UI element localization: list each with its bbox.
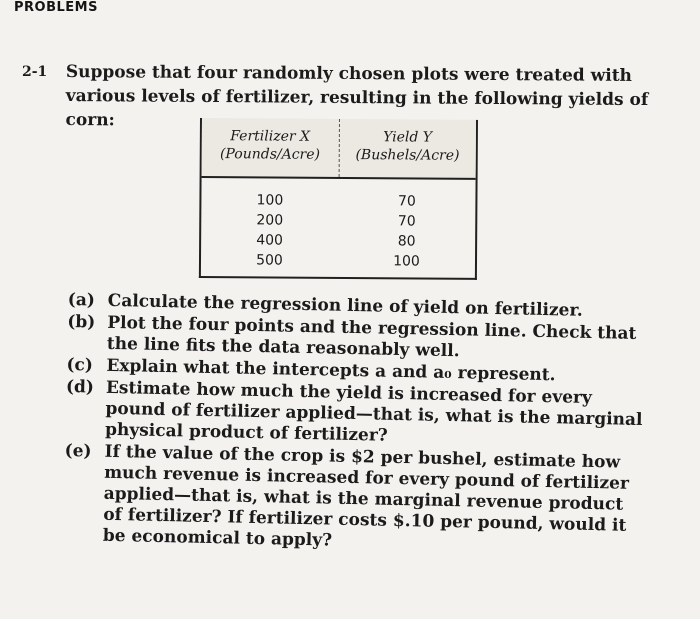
question-item (65, 377, 646, 452)
fertilizer-column (201, 190, 339, 271)
table-cell: 70 (397, 213, 416, 230)
problem-number: 2-1 (22, 64, 48, 80)
data-table (199, 118, 478, 280)
question-text: Calculate the regression line of yield on fertilizer. (107, 290, 583, 321)
yield-column (338, 191, 476, 272)
yield-heading-line1: Yield Y (383, 129, 433, 146)
question-label: (c) (66, 354, 94, 376)
problem-intro: Suppose that four randomly chosen plots were treated with various levels of fertilizer, resulting in the following yields of corn: (65, 61, 649, 131)
question-text: If the value of the crop is $2 per bushel, estimate how much revenue is increased for every pound of fertilizer applied—that is, what is the marginal revenue product of fertilizer? If fertilizer costs $.10 per pound, would it be economical to apply? (102, 441, 630, 551)
table-cell: 100 (393, 253, 420, 270)
question-label: (b) (67, 311, 96, 333)
yield-heading-line2: (Bushels/Acre) (355, 147, 460, 164)
question-list (63, 290, 648, 559)
question-text: Plot the four points and the regression line. Check that the line fits the data reasonably well. (106, 312, 637, 362)
table-cell: 70 (397, 193, 416, 210)
section-header: PROBLEMS (14, 0, 98, 15)
fertilizer-heading-line2: (Pounds/Acre) (219, 146, 321, 163)
question-text: Estimate how much the yield is increased for every pound of fertilizer applied—that is, what is the marginal physical product of fertilizer? (104, 377, 643, 446)
table-cell: 100 (256, 192, 284, 209)
table-cell: 200 (256, 212, 284, 229)
table-cell: 500 (256, 252, 283, 269)
fertilizer-column-heading (202, 118, 340, 177)
table-cell: 400 (256, 232, 284, 249)
question-label: (d) (65, 376, 95, 398)
fertilizer-heading-line1: Fertilizer X (230, 128, 311, 145)
question-text: Explain what the intercepts a and a₀ represent. (106, 355, 556, 386)
question-item (63, 441, 645, 558)
table-header-row (202, 118, 476, 180)
table-body (201, 178, 476, 272)
table-cell: 80 (397, 233, 416, 250)
yield-column-heading (339, 119, 476, 178)
question-label: (e) (64, 440, 92, 462)
question-label: (a) (67, 290, 96, 311)
